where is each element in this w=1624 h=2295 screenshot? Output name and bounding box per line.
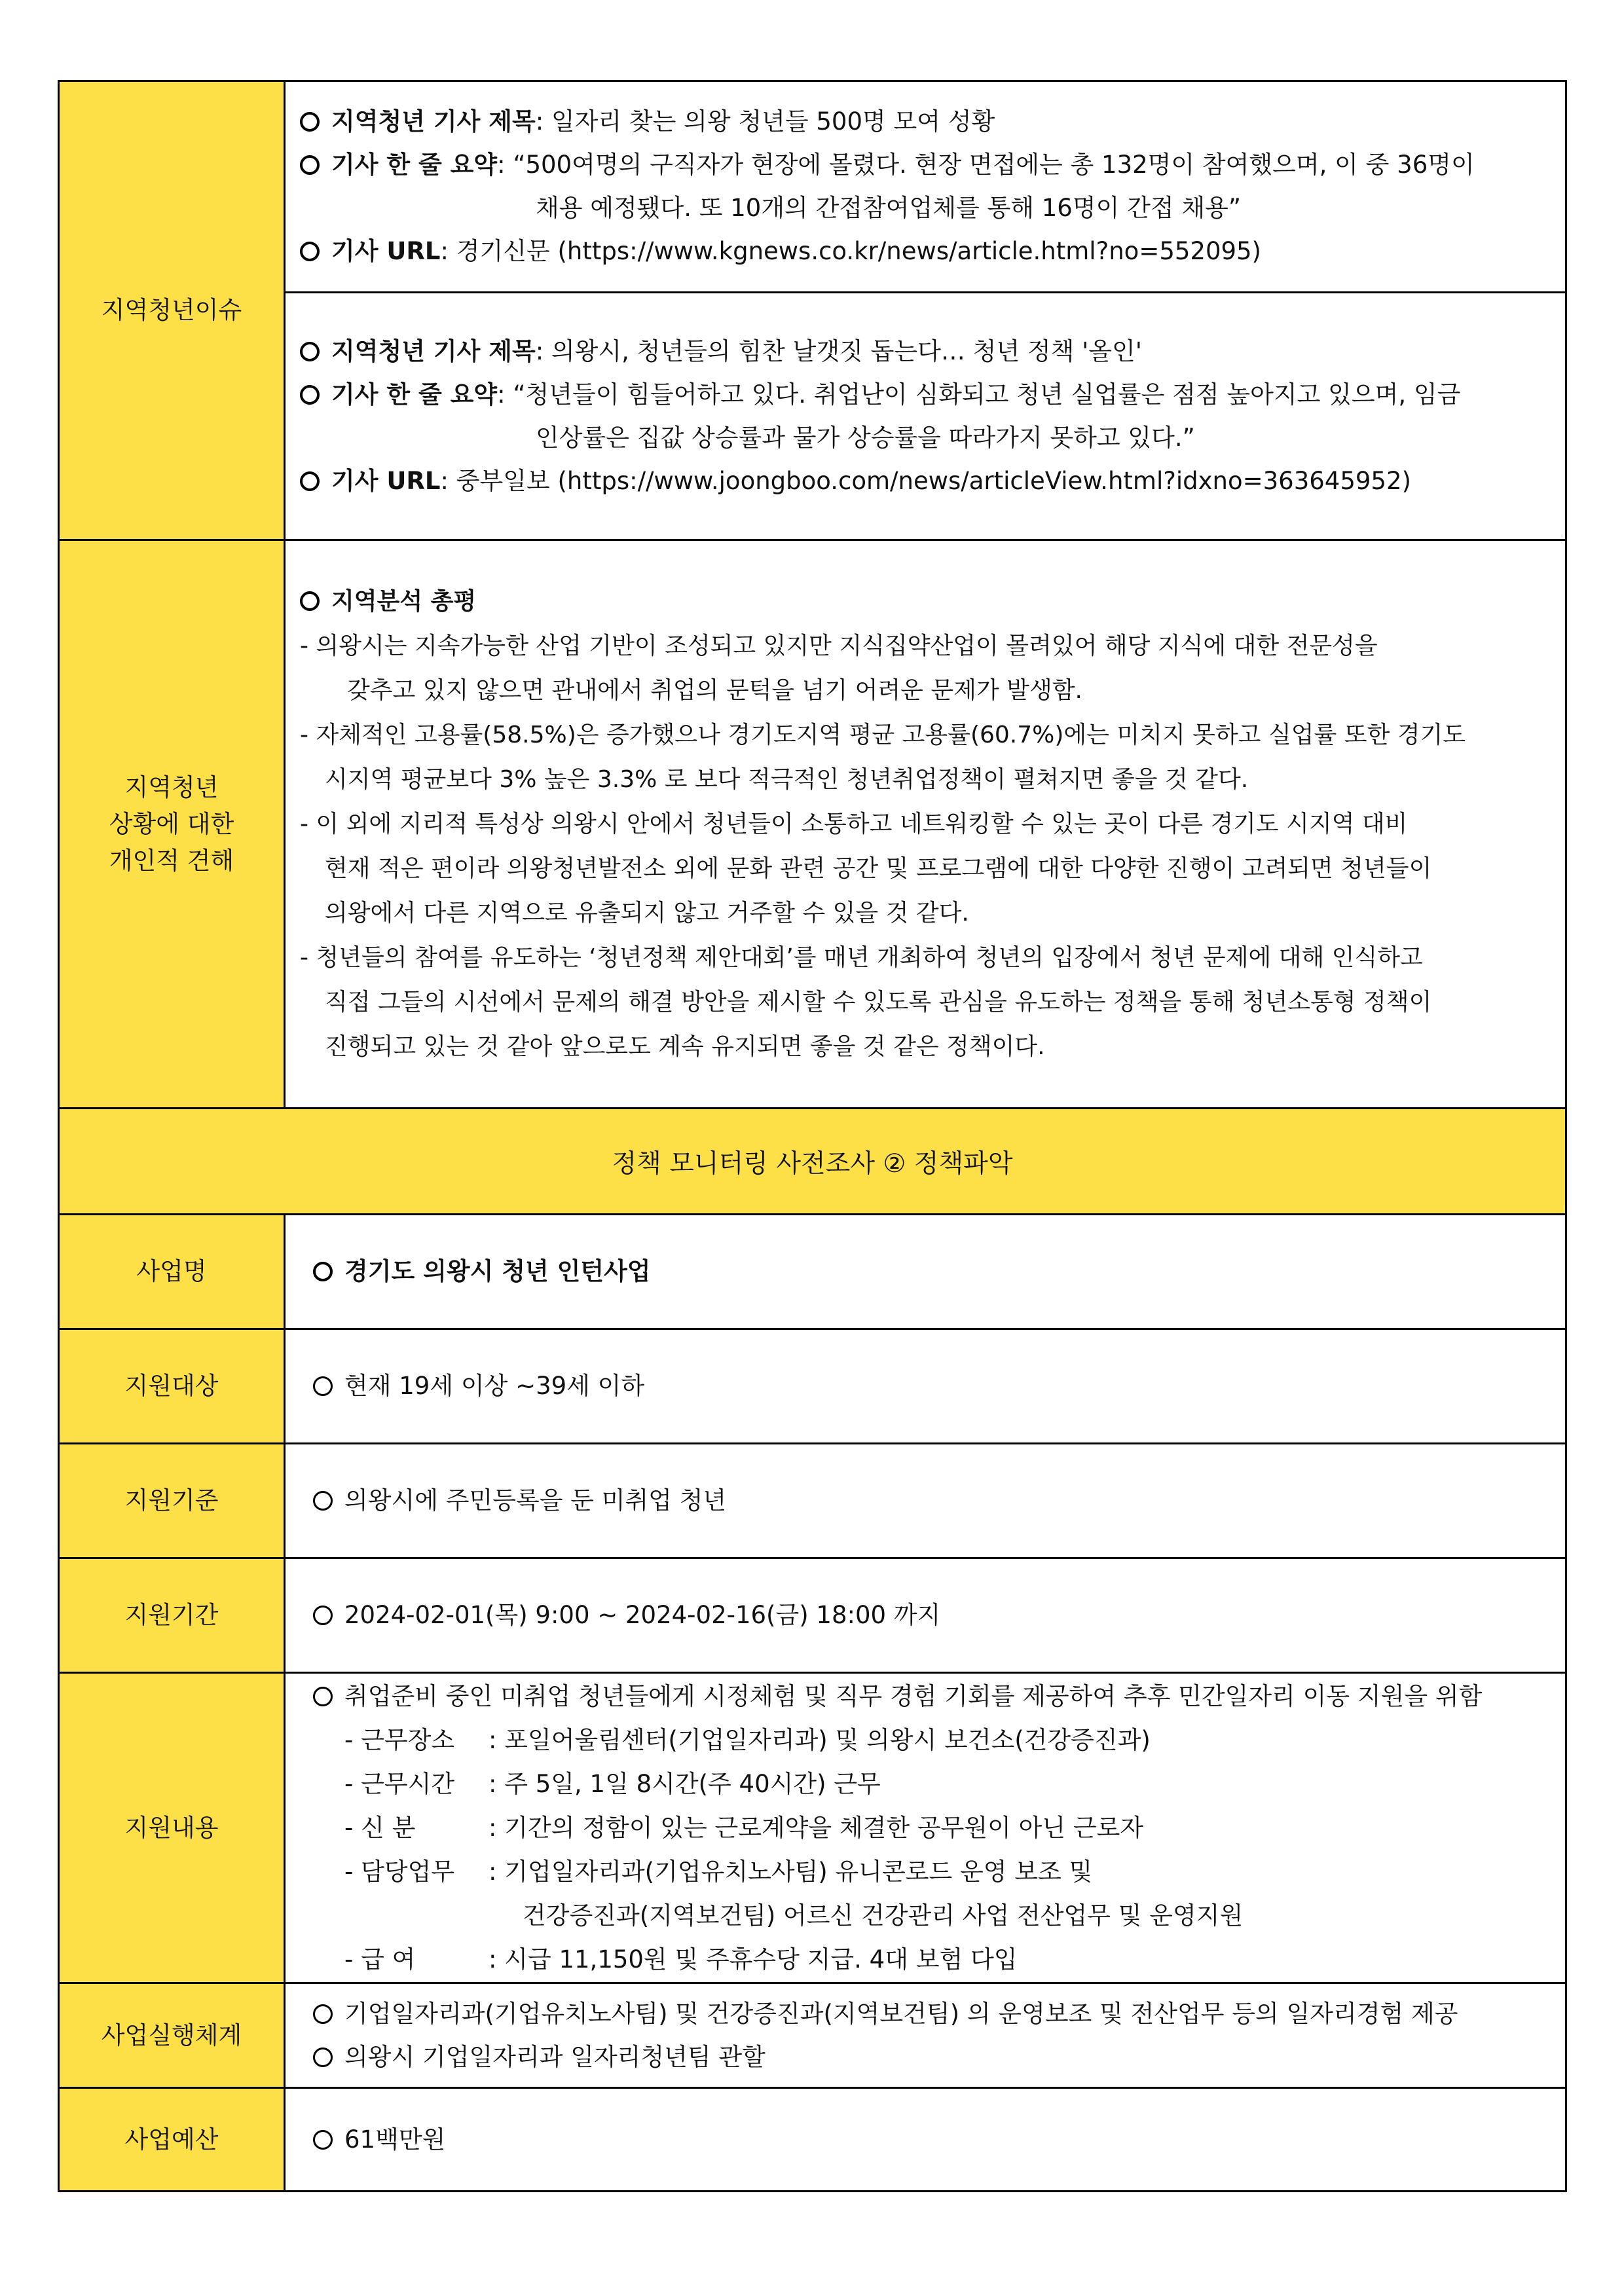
opinion-text: - 의왕시는 지속가능한 산업 기반이 조성되고 있지만 지식집약산업이 몰려있어 해당 지식에 대한 전문성을: [300, 632, 1378, 659]
title-label: 지역청년 기사 제목: [331, 337, 536, 365]
system-line: [313, 2036, 1552, 2079]
budget-row: [59, 2088, 1566, 2192]
target-value: 현재 19세 이상 ~39세 이하: [344, 1372, 645, 1400]
section-banner-row: [59, 1109, 1566, 1215]
circle-bullet-icon: [313, 1606, 333, 1625]
section-banner: 정책 모니터링 사전조사 ② 정책파악: [59, 1109, 1566, 1215]
opinion-row: [59, 540, 1566, 1109]
opinion-label-line: 상황에 대한: [109, 809, 234, 838]
criteria-label: 지원기준: [59, 1444, 285, 1558]
article-1-title-line: [300, 100, 1552, 143]
opinion-text: 의왕에서 다른 지역으로 유출되지 않고 거주할 수 있을 것 같다.: [325, 899, 969, 927]
support-item: [313, 1806, 1552, 1850]
target-cell: [285, 1329, 1566, 1444]
article-2: [285, 293, 1566, 540]
support-item-key: - 담당업무: [344, 1858, 455, 1886]
article-summary-cont: 채용 예정됐다. 또 10개의 간접참여업체를 통해 16명이 간접 채용”: [536, 194, 1241, 222]
criteria-cell: [285, 1444, 1566, 1558]
article-title: : 일자리 찾는 의왕 청년들 500명 모여 성황: [535, 107, 995, 136]
opinion-text: 직접 그들의 시선에서 문제의 해결 방안을 제시할 수 있도록 관심을 유도하는 정책을 통해 청년소통형 정책이: [325, 988, 1432, 1016]
circle-bullet-icon: [313, 1262, 333, 1281]
policy-document: [58, 80, 1565, 2192]
support-item-value: : 시급 11,150원 및 주휴수당 지급. 4대 보험 다입: [489, 1945, 1018, 1974]
circle-bullet-icon: [313, 2004, 333, 2024]
circle-bullet-icon: [300, 471, 320, 491]
issues-label: 지역청년이슈: [59, 81, 285, 540]
support-item: [313, 1850, 1552, 1894]
circle-bullet-icon: [300, 385, 320, 405]
period-value: 2024-02-01(목) 9:00 ~ 2024-02-16(금) 18:00 까지: [344, 1601, 941, 1629]
period-cell: [285, 1558, 1566, 1673]
project-name-label: 사업명: [59, 1215, 285, 1329]
article-1: [285, 81, 1566, 293]
article-summary-cont: 인상률은 집값 상승률과 물가 상승률을 따라가지 못하고 있다.”: [536, 423, 1195, 452]
support-content-label: 지원내용: [59, 1673, 285, 1983]
opinion-content: [285, 540, 1566, 1109]
support-item-key: - 근무장소: [344, 1726, 455, 1754]
issue-row-2: [59, 293, 1566, 540]
criteria-row: [59, 1444, 1566, 1558]
period-label: 지원기간: [59, 1558, 285, 1673]
opinion-text: - 이 외에 지리적 특성상 의왕시 안에서 청년들이 소통하고 네트워킹할 수 있는 곳이 다른 경기도 시지역 대비: [300, 810, 1408, 837]
summary-label: 기사 한 줄 요약: [331, 380, 498, 409]
support-item-value: : 주 5일, 1일 8시간(주 40시간) 근무: [489, 1770, 881, 1798]
support-item-value: : 기업일자리과(기업유치노사팀) 유니콘로드 운영 보조 및: [489, 1858, 1093, 1886]
policy-table: [58, 80, 1567, 2192]
period-row: [59, 1558, 1566, 1673]
system-row: [59, 1983, 1566, 2088]
support-item: [313, 1718, 1552, 1762]
opinion-text: 진행되고 있는 것 같아 앞으로도 계속 유지되면 좋을 것 같은 정책이다.: [325, 1033, 1045, 1060]
issue-row-1: [59, 81, 1566, 293]
opinion-text: - 자체적인 고용률(58.5%)은 증가했으나 경기도지역 평균 고용률(60.7%)에는 미치지 못하고 실업률 또한 경기도: [300, 721, 1466, 748]
url-label: 기사 URL: [331, 237, 441, 265]
circle-bullet-icon: [300, 112, 320, 132]
circle-bullet-icon: [300, 591, 320, 611]
article-1-summary-line: [300, 143, 1552, 187]
support-item-value: : 기간의 정함이 있는 근로계약을 체결한 공무원이 아닌 근로자: [489, 1814, 1144, 1842]
article-2-summary-line: [300, 373, 1552, 416]
criteria-value: 의왕시에 주민등록을 둔 미취업 청년: [344, 1486, 727, 1515]
support-intro-line: [313, 1674, 1552, 1718]
support-content-cell: [285, 1673, 1566, 1983]
title-label: 지역청년 기사 제목: [331, 107, 536, 136]
project-name-value: 경기도 의왕시 청년 인턴사업: [344, 1257, 651, 1285]
system-text: 의왕시 기업일자리과 일자리청년팀 관할: [344, 2042, 766, 2071]
target-row: [59, 1329, 1566, 1444]
support-item-key: - 급 여: [344, 1945, 416, 1974]
circle-bullet-icon: [300, 242, 320, 261]
support-item-key: - 근무시간: [344, 1770, 455, 1798]
article-2-url-line: [300, 460, 1552, 503]
opinion-heading-text: 지역분석 총평: [331, 587, 477, 615]
support-item: [313, 1762, 1552, 1806]
article-url[interactable]: : 중부일보 (https://www.joongboo.com/news/articleView.html?idxno=363645952): [440, 466, 1411, 495]
budget-label: 사업예산: [59, 2088, 285, 2192]
opinion-heading: [300, 579, 1552, 624]
project-name-cell: [285, 1215, 1566, 1329]
circle-bullet-icon: [300, 155, 320, 175]
project-name-row: [59, 1215, 1566, 1329]
circle-bullet-icon: [313, 2047, 333, 2067]
budget-cell: [285, 2088, 1566, 2192]
summary-label: 기사 한 줄 요약: [331, 151, 498, 179]
article-url[interactable]: : 경기신문 (https://www.kgnews.co.kr/news/article.html?no=552095): [440, 237, 1261, 265]
circle-bullet-icon: [313, 2130, 333, 2150]
article-1-url-line: [300, 230, 1552, 273]
opinion-text: 갖추고 있지 않으면 관내에서 취업의 문턱을 넘기 어려운 문제가 발생함.: [347, 676, 1082, 704]
opinion-label: [59, 540, 285, 1109]
support-content-row: [59, 1673, 1566, 1983]
circle-bullet-icon: [300, 342, 320, 361]
support-intro: 취업준비 중인 미취업 청년들에게 시정체험 및 직무 경험 기회를 제공하여 추후 민간일자리 이동 지원을 위함: [344, 1682, 1483, 1710]
support-item-value: : 포일어울림센터(기업일자리과) 및 의왕시 보건소(건강증진과): [489, 1726, 1151, 1754]
system-text: 기업일자리과(기업유치노사팀) 및 건강증진과(지역보건팀) 의 운영보조 및 전산업무 등의 일자리경험 제공: [344, 1999, 1458, 2028]
article-title: : 의왕시, 청년들의 힘찬 날갯짓 돕는다… 청년 정책 '올인': [535, 337, 1142, 365]
support-item-cont: 건강증진과(지역보건팀) 어르신 건강관리 사업 전산업무 및 운영지원: [523, 1901, 1244, 1930]
opinion-label-line: 개인적 견해: [109, 846, 234, 875]
system-line: [313, 1992, 1552, 2036]
opinion-text: 시지역 평균보다 3% 높은 3.3% 로 보다 적극적인 청년취업정책이 펼쳐지면 좋을 것 같다.: [325, 765, 1249, 793]
article-summary: : “500여명의 구직자가 현장에 몰렸다. 현장 면접에는 총 132명이 참여했으며, 이 중 36명이: [497, 151, 1475, 179]
target-label: 지원대상: [59, 1329, 285, 1444]
circle-bullet-icon: [313, 1491, 333, 1511]
support-item: [313, 1937, 1552, 1981]
system-label: 사업실행체계: [59, 1983, 285, 2088]
circle-bullet-icon: [313, 1376, 333, 1396]
circle-bullet-icon: [313, 1687, 333, 1706]
support-item-key: - 신 분: [344, 1814, 416, 1842]
opinion-text: - 청년들의 참여를 유도하는 ‘청년정책 제안대회’를 매년 개최하여 청년의 입장에서 청년 문제에 대해 인식하고: [300, 944, 1423, 971]
opinion-text: 현재 적은 편이라 의왕청년발전소 외에 문화 관련 공간 및 프로그램에 대한 다양한 진행이 고려되면 청년들이: [325, 854, 1432, 882]
system-cell: [285, 1983, 1566, 2088]
article-2-title-line: [300, 330, 1552, 373]
url-label: 기사 URL: [331, 466, 441, 495]
budget-value: 61백만원: [344, 2125, 446, 2154]
article-summary: : “청년들이 힘들어하고 있다. 취업난이 심화되고 청년 실업률은 점점 높아지고 있으며, 임금: [497, 380, 1461, 409]
opinion-label-line: 지역청년: [124, 773, 219, 801]
